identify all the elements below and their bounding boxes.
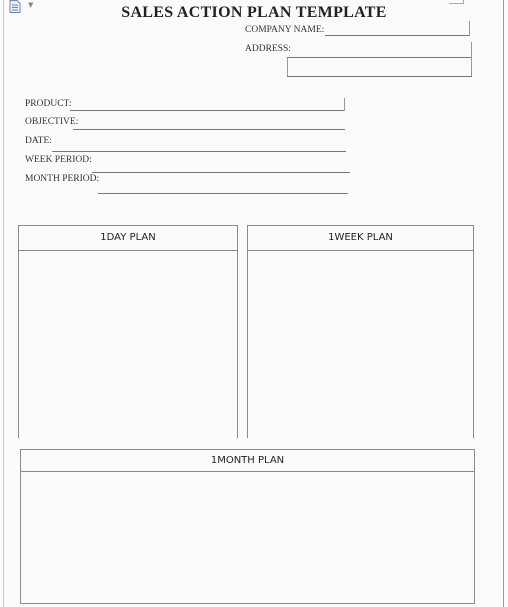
address-box-right [471, 58, 472, 77]
page-left-edge [3, 0, 4, 607]
month-period-label: MONTH PERIOD: [25, 174, 100, 184]
week-period-label: WEEK PERIOD: [25, 155, 92, 165]
month-plan-box[interactable] [20, 449, 475, 604]
day-plan-heading: 1DAY PLAN [19, 226, 237, 251]
address-line-1[interactable] [287, 57, 472, 58]
product-line[interactable] [70, 110, 345, 111]
date-label: DATE: [25, 136, 52, 146]
week-plan-heading: 1WEEK PLAN [248, 226, 473, 251]
product-label: PRODUCT: [25, 99, 72, 109]
company-name-line-end [469, 21, 470, 36]
address-line-2[interactable] [287, 76, 472, 77]
company-name-label: COMPANY NAME: [245, 25, 325, 35]
company-name-line[interactable] [325, 35, 470, 36]
page-right-edge [503, 0, 504, 607]
address-box-left [287, 58, 288, 77]
objective-line[interactable] [73, 129, 345, 130]
document-title: SALES ACTION PLAN TEMPLATE [121, 4, 387, 21]
objective-label: OBJECTIVE: [25, 117, 79, 127]
date-line[interactable] [52, 151, 346, 152]
dropdown-arrow-icon[interactable]: ▼ [28, 1, 34, 9]
week-plan-box[interactable] [247, 225, 474, 438]
address-line-1-end [471, 42, 472, 58]
month-plan-heading: 1MONTH PLAN [21, 450, 474, 472]
month-period-line[interactable] [98, 193, 348, 194]
day-plan-box[interactable] [18, 225, 238, 438]
week-period-line[interactable] [92, 172, 350, 173]
product-line-end [344, 98, 345, 111]
address-label: ADDRESS: [245, 44, 291, 54]
